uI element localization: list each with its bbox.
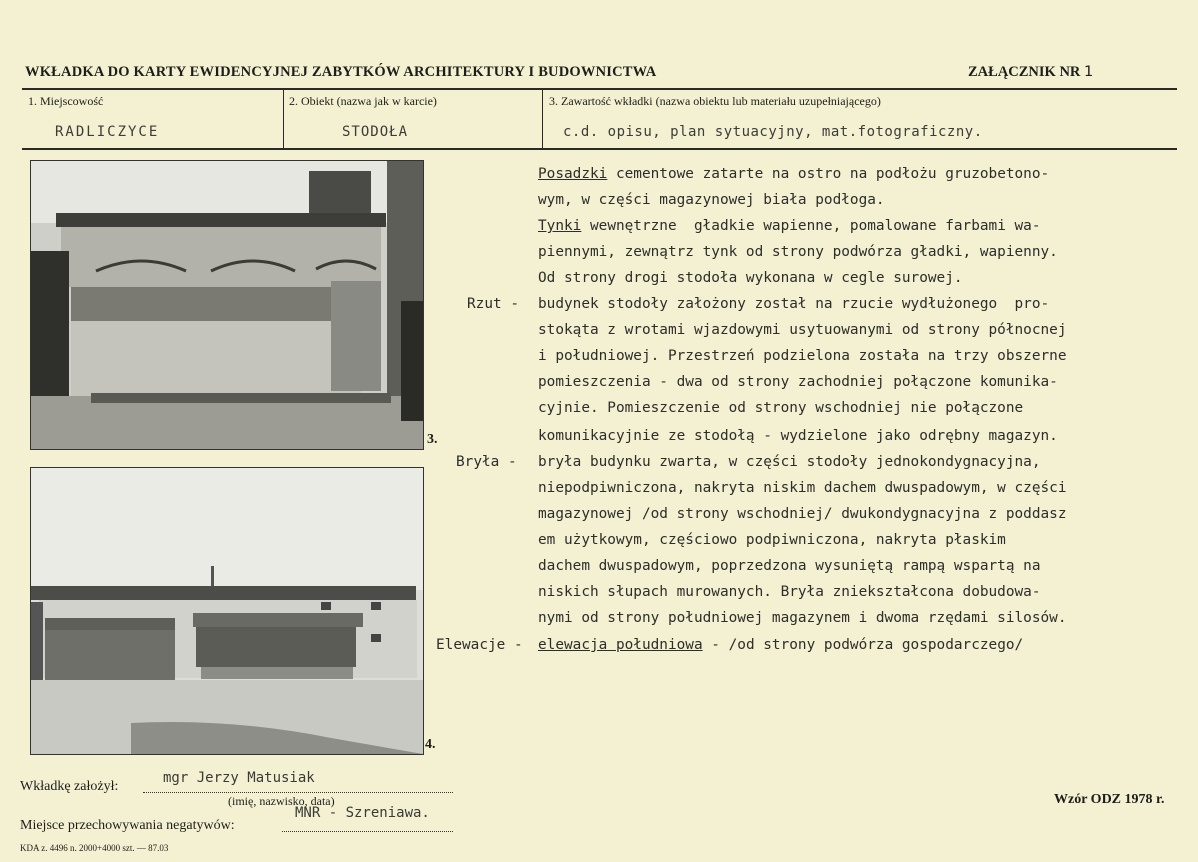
section-label-rzut: Rzut - (467, 296, 519, 312)
body-line-15: em użytkowym, częściowo podpiwniczona, nakryta płaskim (538, 532, 1006, 548)
negatives-value: MNR - Szreniawa. (295, 805, 430, 821)
body-line-9: pomieszczenia - dwa od strony zachodniej połączone komunika- (538, 374, 1058, 390)
photo-barn-south (30, 467, 424, 755)
term-elewacja-poludniowa: elewacja południowa (538, 637, 703, 653)
document-title: WKŁADKA DO KARTY EWIDENCYJNEJ ZABYTKÓW ARCHITEKTURY I BUDOWNICTWA (25, 64, 657, 80)
term-posadzki: Posadzki (538, 166, 608, 182)
annex-label (968, 64, 1093, 81)
annex-label-text: ZAŁĄCZNIK NR (968, 64, 1081, 80)
photo-number-3: 3. (427, 432, 438, 447)
body-line-4: piennymi, zewnątrz tynk od strony podwórza gładki, wapienny. (538, 244, 1058, 260)
body-line-3-rest: wewnętrzne gładkie wapienne, pomalowane farbami wa- (581, 218, 1041, 234)
body-line-13: niepodpiwniczona, nakryta niskim dachem dwuspadowym, w części (538, 480, 1067, 496)
body-line-5: Od strony drogi stodoła wykonana w cegle surowej. (538, 270, 963, 286)
fields-rule (22, 148, 1177, 150)
body-line-6: budynek stodoły założony został na rzucie wydłużonego pro- (538, 296, 1050, 312)
body-line-3 (538, 218, 1041, 234)
term-tynki: Tynki (538, 218, 582, 234)
body-line-14: magazynowej /od strony wschodniej/ dwukondygnacyjna z poddasz (538, 506, 1067, 522)
author-label: Wkładkę założył: (20, 779, 119, 794)
body-line-12: bryła budynku zwarta, w części stodoły jednokondygnacyjna, (538, 454, 1041, 470)
author-value: mgr Jerzy Matusiak (163, 770, 315, 786)
body-line-10: cyjnie. Pomieszczenie od strony wschodniej nie połączone (538, 400, 1024, 416)
field-object-label: 2. Obiekt (nazwa jak w karcie) (289, 94, 437, 108)
body-line-18: nymi od strony południowej magazynem i dwoma rzędami silosów. (538, 610, 1067, 626)
negatives-label: Miejsce przechowywania negatywów: (20, 818, 235, 833)
field-object-value: STODOŁA (342, 124, 409, 140)
negatives-dotted-line (282, 831, 453, 832)
body-line-19 (538, 637, 1023, 653)
body-line-17: niskich słupach murowanych. Bryła zniekształcona dobudowa- (538, 584, 1041, 600)
body-line-2: wym, w części magazynowej biała podłoga. (538, 192, 885, 208)
body-line-19-rest: - /od strony podwórza gospodarczego/ (702, 637, 1024, 653)
field-locality-value: RADLICZYCE (55, 124, 160, 140)
section-label-bryla: Bryła - (456, 454, 517, 470)
photo-barn-south-image (31, 468, 423, 754)
body-line-8: i południowej. Przestrzeń podzielona została na trzy obszerne (538, 348, 1067, 364)
photo-barn-wall-image (31, 161, 423, 449)
body-line-1-rest: cementowe zatarte na ostro na podłożu gruzobetono- (607, 166, 1050, 182)
body-line-7: stokąta z wrotami wjazdowymi usytuowanymi od strony północnej (538, 322, 1067, 338)
author-dotted-line (143, 792, 453, 793)
photo-barn-wall (30, 160, 424, 450)
section-label-elewacje: Elewacje - (436, 637, 523, 653)
print-info: KDA z. 4496 n. 2000+4000 szt. — 87.03 (20, 843, 169, 853)
photo-number-4: 4. (425, 737, 436, 752)
body-line-11: komunikacyjnie ze stodołą - wydzielone jako odrębny magazyn. (538, 428, 1058, 444)
form-model: Wzór ODZ 1978 r. (1054, 792, 1165, 807)
field-content-label: 3. Zawartość wkładki (nazwa obiektu lub materiału uzupełniającego) (549, 94, 881, 108)
body-line-1 (538, 166, 1049, 182)
body-line-16: dachem dwuspadowym, poprzedzona wysuniętą rampą wspartą na (538, 558, 1041, 574)
field-content-value: c.d. opisu, plan sytuacyjny, mat.fotograficzny. (563, 124, 983, 140)
field-divider-2 (542, 90, 543, 148)
field-divider-1 (283, 90, 284, 148)
field-locality-label: 1. Miejscowość (28, 94, 104, 108)
header-rule (22, 88, 1177, 90)
author-hint: (imię, nazwisko, data) (228, 794, 335, 808)
annex-number: 1 (1084, 64, 1094, 80)
